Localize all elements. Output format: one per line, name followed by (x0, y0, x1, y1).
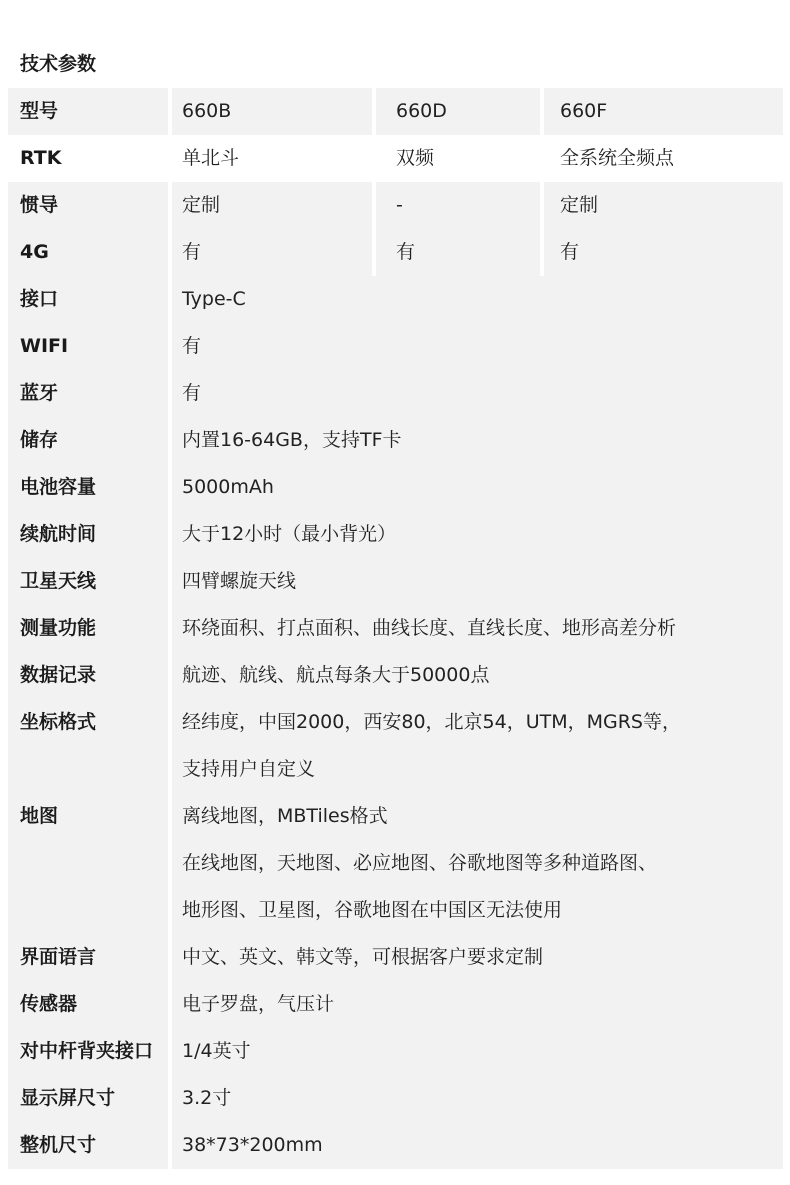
row-label: 数据记录 (20, 664, 97, 686)
table-row-data-record (8, 652, 783, 699)
row-label: 蓝牙 (20, 382, 59, 404)
row-label: 接口 (20, 288, 59, 310)
cell-4g-660b: 有 (182, 241, 202, 263)
row-label: 显示屏尺寸 (20, 1087, 116, 1109)
cell-rtk-660b: 单北斗 (182, 147, 240, 169)
row-value: 有 (182, 382, 202, 404)
row-label: 惯导 (20, 194, 59, 216)
cell-rtk-660f: 全系统全频点 (560, 147, 675, 169)
row-label: 续航时间 (20, 523, 97, 545)
spec-table (8, 88, 783, 1169)
row-label: RTK (20, 147, 62, 169)
row-label: 对中杆背夹接口 (20, 1040, 154, 1062)
row-label: 储存 (20, 429, 59, 451)
cell-ins-660d: - (396, 194, 403, 216)
row-value: 5000mAh (182, 476, 274, 498)
table-row-sensor (8, 981, 783, 1028)
cell-ins-660f: 定制 (560, 194, 599, 216)
table-row-rtk (8, 135, 783, 182)
row-value-line: 地形图、卫星图，谷歌地图在中国区无法使用 (182, 899, 563, 921)
row-label: 电池容量 (20, 476, 97, 498)
table-row-wifi (8, 323, 783, 370)
row-label: 地图 (20, 805, 59, 827)
row-value: 38*73*200mm (182, 1134, 323, 1156)
cell-ins-660b: 定制 (182, 194, 221, 216)
table-row-ins-4g (8, 182, 783, 276)
table-row-dimensions (8, 1122, 783, 1169)
table-row-bluetooth (8, 370, 783, 417)
row-value-line: 在线地图，天地图、必应地图、谷歌地图等多种道路图、 (182, 852, 658, 874)
table-row-endurance (8, 511, 783, 558)
table-row-map (8, 793, 783, 934)
table-row-battery (8, 464, 783, 511)
cell-660b: 660B (182, 100, 232, 122)
row-label: WIFI (20, 335, 69, 357)
table-row-measurement (8, 605, 783, 652)
table-row-language (8, 934, 783, 981)
row-value: 1/4英寸 (182, 1040, 251, 1062)
row-value: 3.2寸 (182, 1087, 232, 1109)
row-value: 内置16-64GB，支持TF卡 (182, 429, 402, 451)
table-row-model (8, 88, 783, 135)
row-value (182, 793, 777, 934)
table-row-storage (8, 417, 783, 464)
row-label: 卫星天线 (20, 570, 97, 592)
row-label: 型号 (20, 100, 59, 122)
row-value-line: 离线地图，MBTiles格式 (182, 805, 388, 827)
table-row-interface (8, 276, 783, 323)
cell-rtk-660d: 双频 (396, 147, 435, 169)
table-row-antenna (8, 558, 783, 605)
row-value (182, 699, 777, 793)
cell-4g-660f: 有 (560, 241, 580, 263)
row-label: 4G (20, 241, 49, 263)
row-value: 航迹、航线、航点每条大于50000点 (182, 664, 490, 686)
row-value: 电子罗盘，气压计 (182, 993, 335, 1015)
table-row-screen-size (8, 1075, 783, 1122)
row-label: 界面语言 (20, 946, 97, 968)
row-value: 中文、英文、韩文等，可根据客户要求定制 (182, 946, 544, 968)
row-value: 四臂螺旋天线 (182, 570, 297, 592)
row-value: 有 (182, 335, 202, 357)
row-label: 整机尺寸 (20, 1134, 97, 1156)
row-label: 坐标格式 (20, 711, 97, 733)
page-title: 技术参数 (20, 53, 97, 75)
row-value: Type-C (182, 288, 246, 310)
cell-660f: 660F (560, 100, 608, 122)
row-label: 测量功能 (20, 617, 97, 639)
cell-660d: 660D (396, 100, 447, 122)
row-value: 大于12小时（最小背光） (182, 523, 397, 545)
row-value: 环绕面积、打点面积、曲线长度、直线长度、地形高差分析 (182, 617, 677, 639)
row-value-line: 经纬度，中国2000，西安80，北京54，UTM，MGRS等， (182, 711, 681, 733)
table-row-coordinates (8, 699, 783, 793)
table-row-pole-mount (8, 1028, 783, 1075)
cell-4g-660d: 有 (396, 241, 416, 263)
row-value-line: 支持用户自定义 (182, 758, 316, 780)
row-label: 传感器 (20, 993, 78, 1015)
